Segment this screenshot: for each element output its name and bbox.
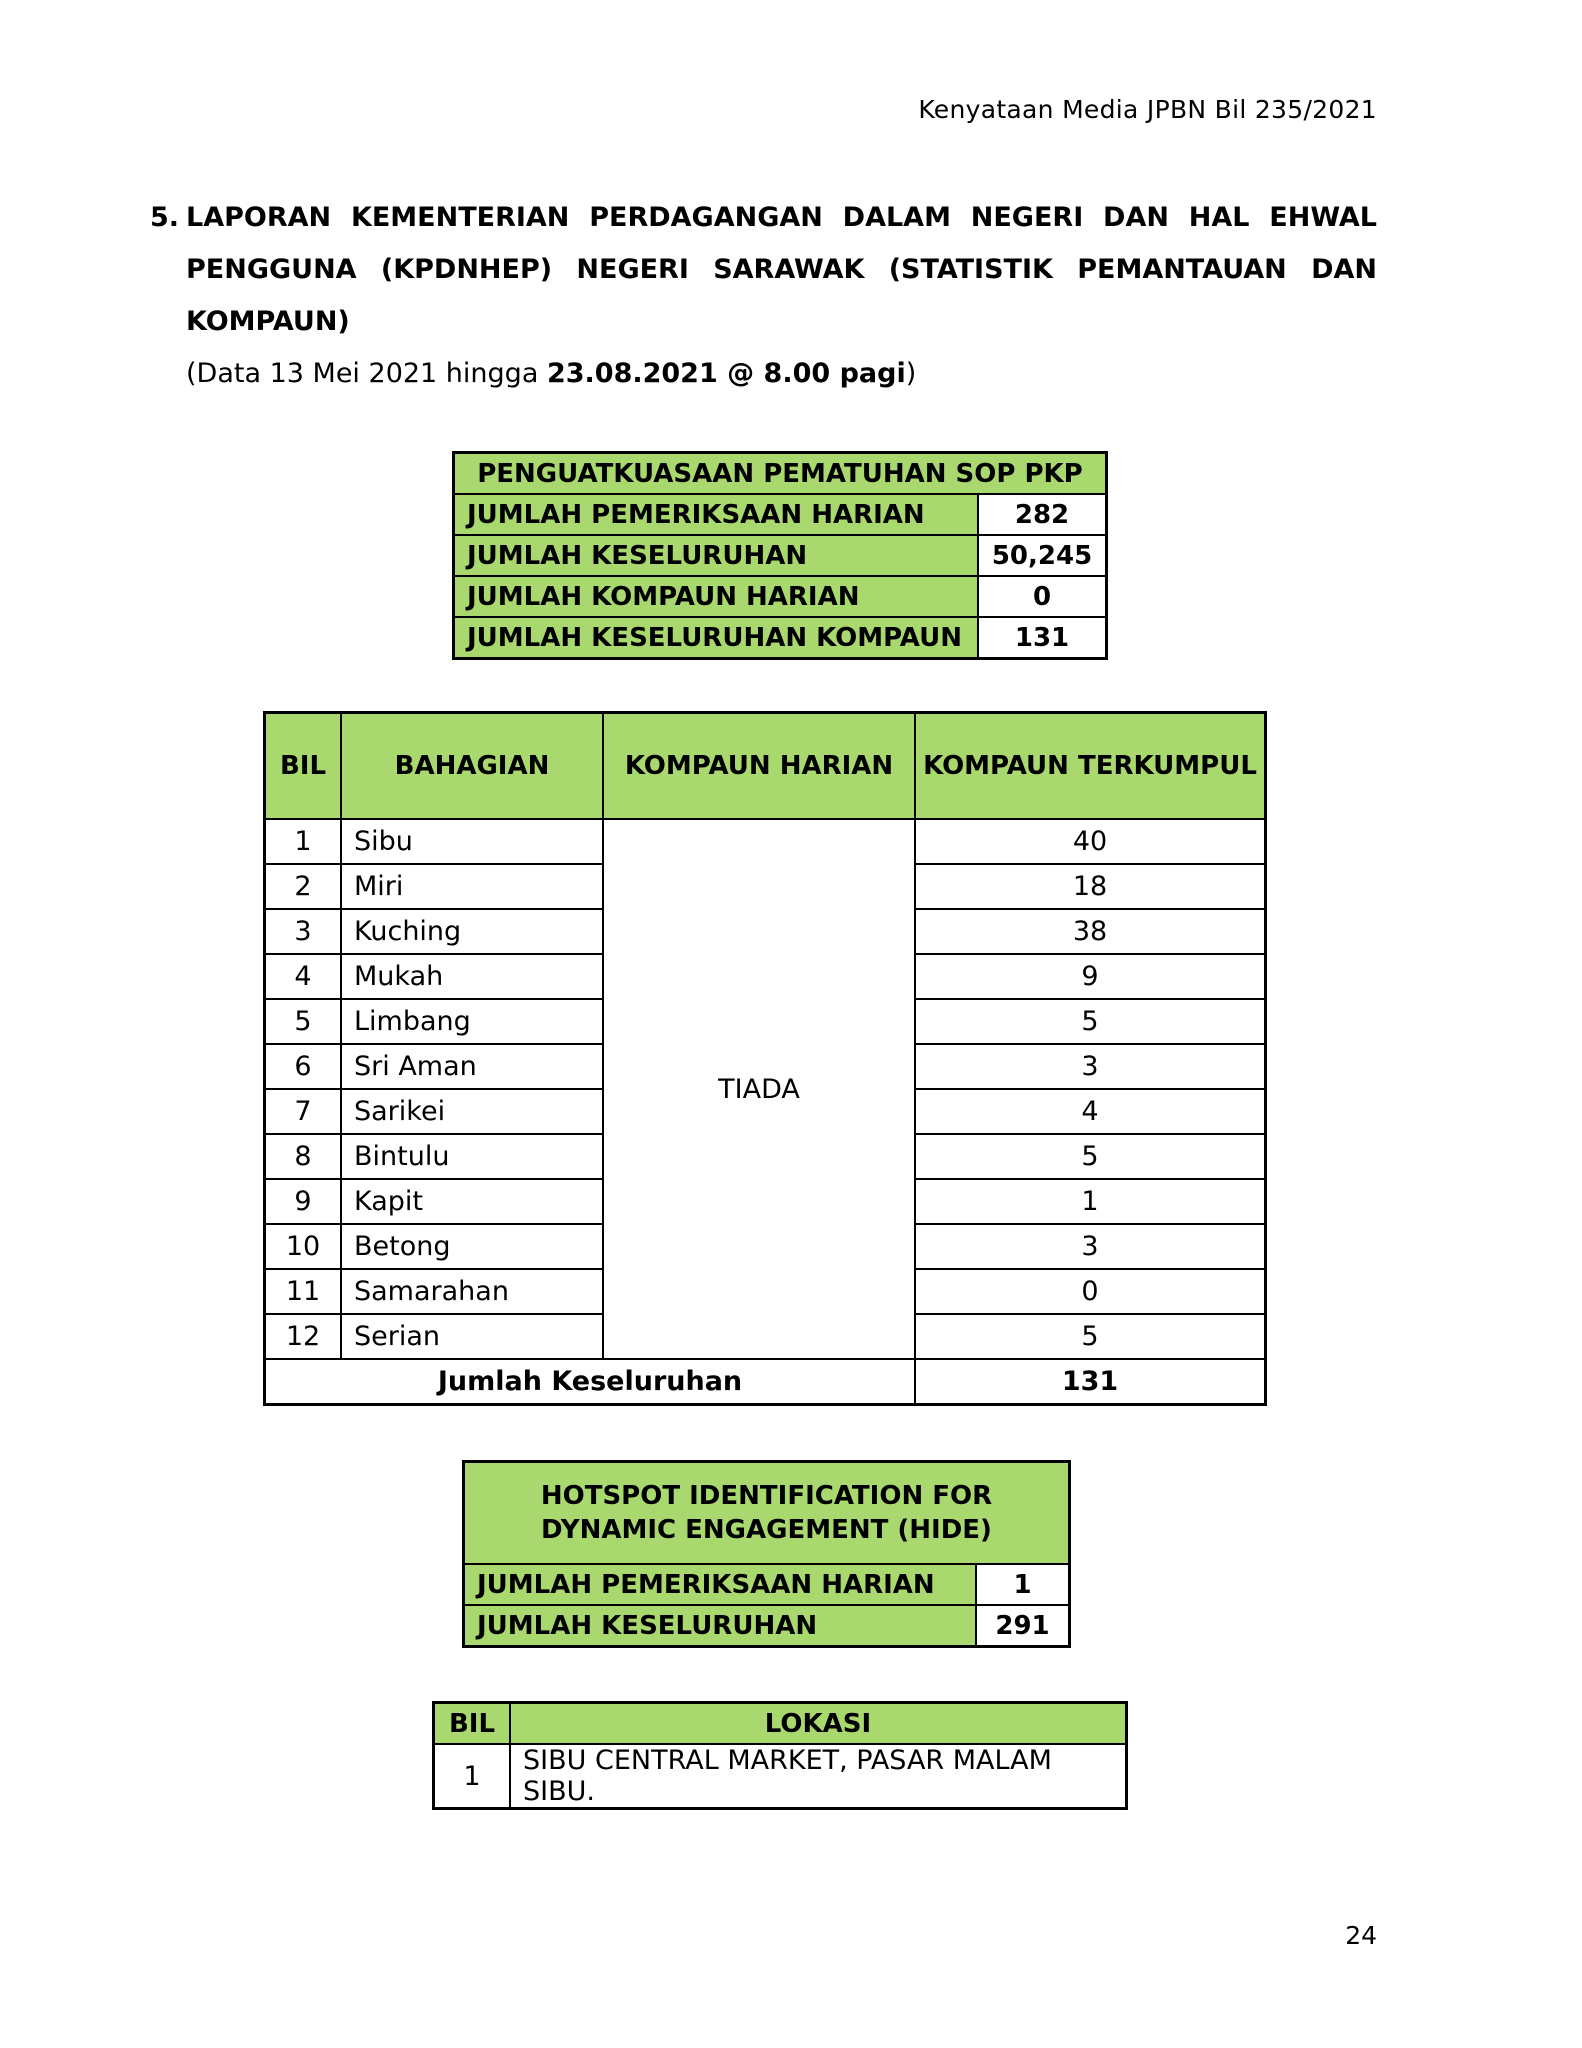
row-value: 291 [976, 1605, 1070, 1647]
date-range [186, 348, 1377, 400]
cell-terkumpul: 0 [915, 1269, 1266, 1314]
section-title-text: LAPORAN KEMENTERIAN PERDAGANGAN DALAM NEGERI DAN HAL EHWAL PENGGUNA (KPDNHEP) NEGERI SARAWAK (STATISTIK PEMANTAUAN DAN KOMPAUN) [186, 202, 1377, 337]
header-kompaun-harian: KOMPAUN HARIAN [603, 713, 915, 820]
header-kompaun-terkumpul: KOMPAUN TERKUMPUL [915, 713, 1266, 820]
cell-bahagian: Sri Aman [341, 1044, 603, 1089]
section-title [150, 192, 1377, 348]
table-row [454, 494, 1107, 535]
table-row [454, 576, 1107, 617]
row-value: 50,245 [978, 535, 1107, 576]
cell-bil: 4 [265, 954, 342, 999]
cell-kompaun-harian-merged: TIADA [603, 819, 915, 1359]
row-value: 131 [978, 617, 1107, 659]
row-label: JUMLAH KESELURUHAN [454, 535, 979, 576]
cell-terkumpul: 3 [915, 1224, 1266, 1269]
hide-heading-line1: HOTSPOT IDENTIFICATION FOR [540, 1481, 993, 1511]
table-row [265, 819, 1266, 864]
cell-bil: 2 [265, 864, 342, 909]
date-suffix: ) [905, 358, 917, 389]
cell-terkumpul: 4 [915, 1089, 1266, 1134]
total-value: 131 [915, 1359, 1266, 1405]
cell-terkumpul: 18 [915, 864, 1266, 909]
cell-terkumpul: 5 [915, 1314, 1266, 1359]
date-bold: 23.08.2021 @ 8.00 pagi [546, 358, 906, 389]
cell-bahagian: Betong [341, 1224, 603, 1269]
cell-bahagian: Limbang [341, 999, 603, 1044]
row-value: 0 [978, 576, 1107, 617]
row-value: 1 [976, 1564, 1070, 1605]
header-lokasi: LOKASI [510, 1703, 1127, 1745]
total-label: Jumlah Keseluruhan [265, 1359, 916, 1405]
row-label: JUMLAH KESELURUHAN KOMPAUN [454, 617, 979, 659]
table-row [454, 617, 1107, 659]
page-number: 24 [1345, 1921, 1377, 1950]
cell-bahagian: Miri [341, 864, 603, 909]
cell-bahagian: Samarahan [341, 1269, 603, 1314]
sop-enforcement-table [452, 451, 1108, 660]
cell-lokasi: SIBU CENTRAL MARKET, PASAR MALAM SIBU. [510, 1744, 1127, 1809]
cell-bil: 11 [265, 1269, 342, 1314]
row-label: JUMLAH PEMERIKSAAN HARIAN [464, 1564, 977, 1605]
cell-bil: 7 [265, 1089, 342, 1134]
cell-bil: 6 [265, 1044, 342, 1089]
row-label: JUMLAH PEMERIKSAAN HARIAN [454, 494, 979, 535]
cell-terkumpul: 5 [915, 999, 1266, 1044]
sop-table-heading: PENGUATKUASAAN PEMATUHAN SOP PKP [454, 453, 1107, 495]
table-row [434, 1744, 1127, 1809]
cell-bil: 3 [265, 909, 342, 954]
header-bil: BIL [434, 1703, 511, 1745]
cell-bahagian: Kuching [341, 909, 603, 954]
row-label: JUMLAH KOMPAUN HARIAN [454, 576, 979, 617]
cell-bil: 12 [265, 1314, 342, 1359]
hide-heading-line2: DYNAMIC ENGAGEMENT (HIDE) [541, 1515, 992, 1545]
cell-bahagian: Sibu [341, 819, 603, 864]
section-5 [150, 192, 1377, 400]
cell-bil: 1 [265, 819, 342, 864]
table-row [464, 1564, 1070, 1605]
table-row [464, 1605, 1070, 1647]
document-reference: Kenyataan Media JPBN Bil 235/2021 [918, 95, 1377, 124]
cell-terkumpul: 5 [915, 1134, 1266, 1179]
header-bil: BIL [265, 713, 342, 820]
hide-table [462, 1460, 1071, 1648]
cell-bahagian: Kapit [341, 1179, 603, 1224]
cell-bahagian: Serian [341, 1314, 603, 1359]
cell-bil: 8 [265, 1134, 342, 1179]
total-row [265, 1359, 1266, 1405]
table-row [454, 535, 1107, 576]
cell-terkumpul: 9 [915, 954, 1266, 999]
section-number: 5. [150, 202, 180, 233]
cell-bahagian: Mukah [341, 954, 603, 999]
cell-bahagian: Sarikei [341, 1089, 603, 1134]
lokasi-table [432, 1701, 1128, 1810]
cell-bil: 5 [265, 999, 342, 1044]
cell-terkumpul: 3 [915, 1044, 1266, 1089]
row-label: JUMLAH KESELURUHAN [464, 1605, 977, 1647]
cell-terkumpul: 1 [915, 1179, 1266, 1224]
hide-table-heading [464, 1462, 1070, 1565]
header-bahagian: BAHAGIAN [341, 713, 603, 820]
date-prefix: (Data 13 Mei 2021 hingga [186, 358, 547, 389]
kompaun-table [263, 711, 1267, 1406]
cell-bil: 1 [434, 1744, 511, 1809]
cell-bil: 10 [265, 1224, 342, 1269]
cell-terkumpul: 38 [915, 909, 1266, 954]
cell-bil: 9 [265, 1179, 342, 1224]
cell-terkumpul: 40 [915, 819, 1266, 864]
cell-bahagian: Bintulu [341, 1134, 603, 1179]
row-value: 282 [978, 494, 1107, 535]
